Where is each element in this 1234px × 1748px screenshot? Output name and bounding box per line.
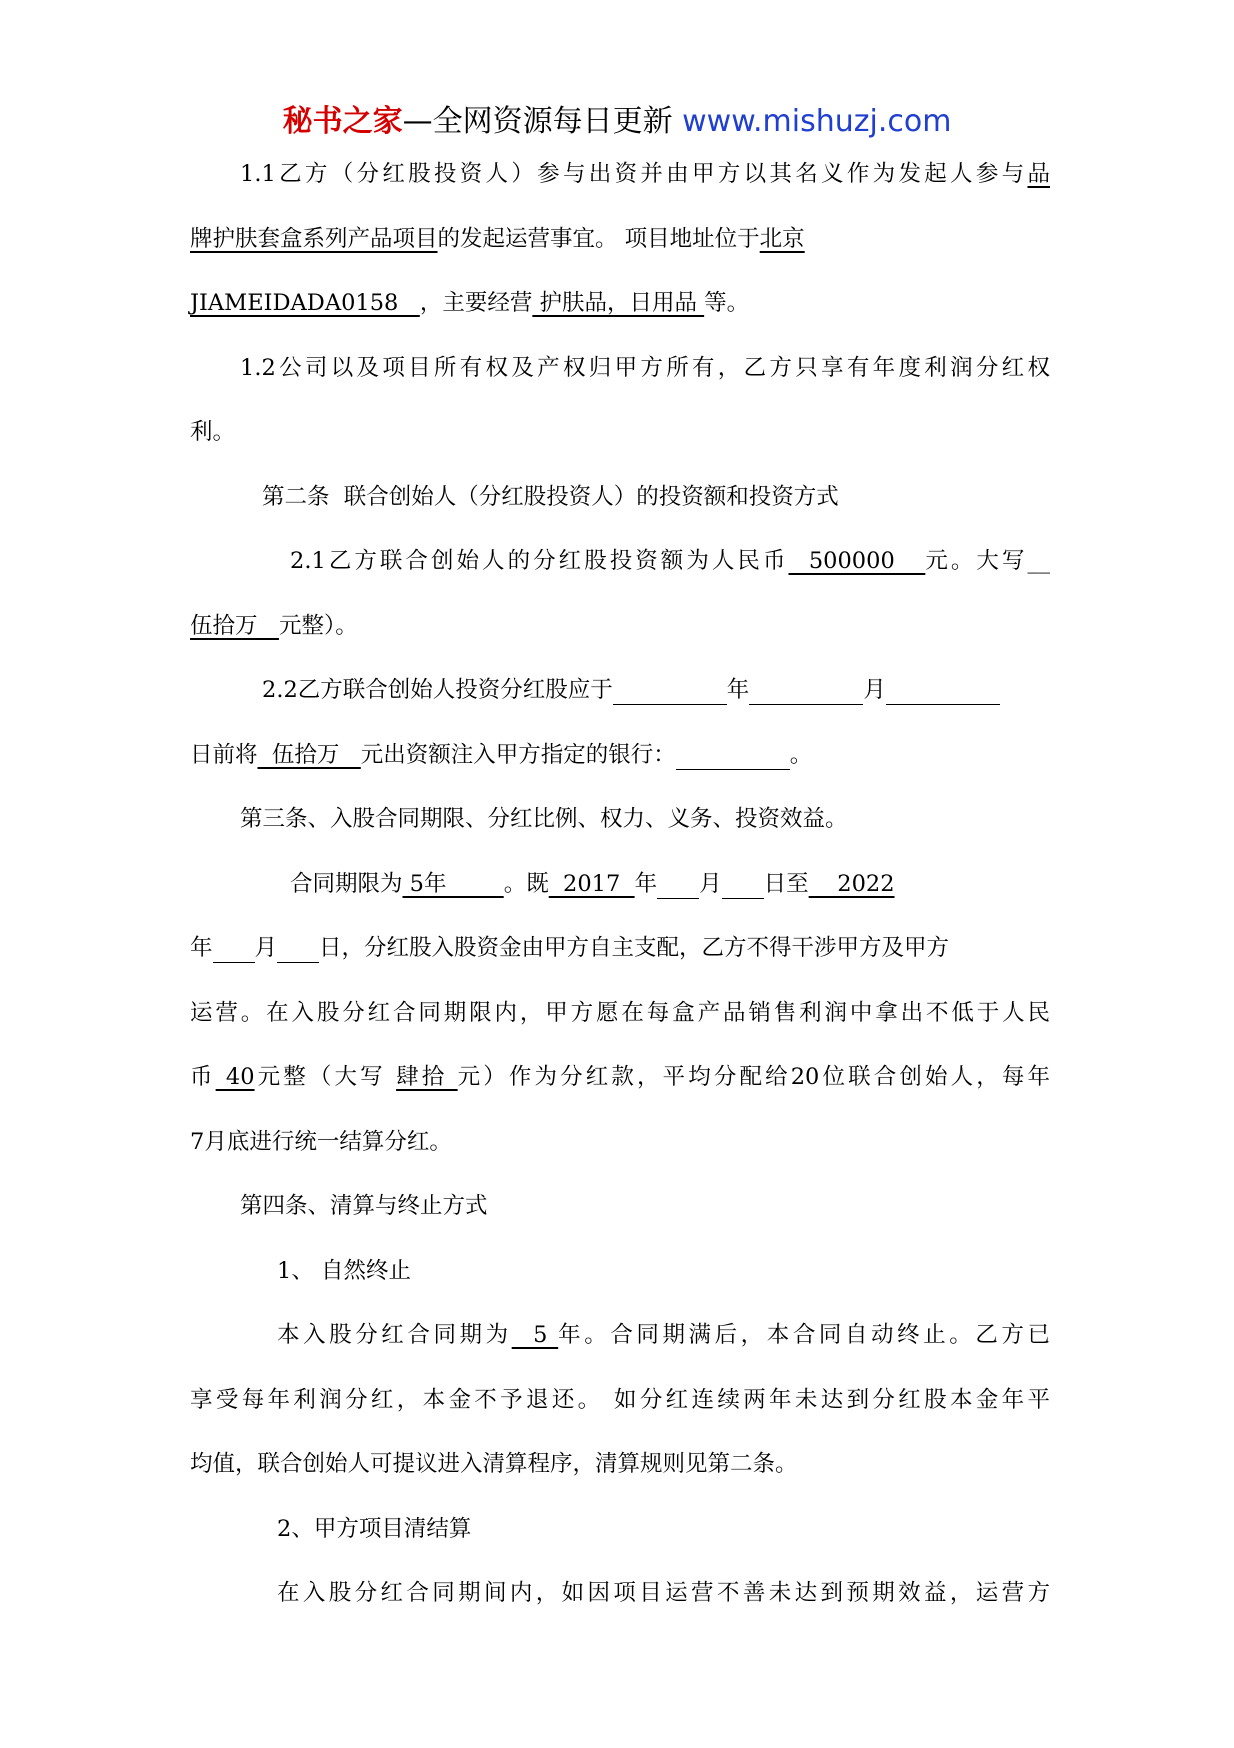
month-label: 月 bbox=[863, 677, 886, 703]
start-year: 2017 bbox=[548, 870, 635, 897]
clause-1-1-text-2: 的发起运营事宜。 项目地址位于 bbox=[437, 225, 760, 252]
clause-1-1-text-4: 等。 bbox=[704, 290, 750, 316]
clause-1-2-line-2: 利。 bbox=[190, 419, 236, 445]
clause-1-2-line-1: 1.2公司以及项目所有权及产权归甲方所有，乙方只享有年度利润分红权 bbox=[240, 354, 1050, 381]
term-text-4: 日，分红股入股资金由甲方自主支配，乙方不得干涉甲方及甲方 bbox=[319, 935, 950, 961]
item-1-line-2: 享受每年利润分红，本金不予退还。 如分红连续两年未达到分红股本金年平 bbox=[190, 1386, 1050, 1413]
contract-body bbox=[190, 142, 1050, 1626]
site-url-link[interactable]: www.mishuzj.com bbox=[682, 104, 952, 139]
term-line-4 bbox=[190, 1045, 1050, 1110]
article-4-title: 第四条、清算与终止方式 bbox=[240, 1193, 488, 1219]
currency-label: 币 bbox=[190, 1064, 216, 1090]
bank-account-blank bbox=[676, 739, 790, 770]
clause-1-1-line-3 bbox=[190, 271, 1050, 336]
site-header bbox=[0, 102, 1234, 142]
clause-1-1-line-1 bbox=[190, 142, 1050, 207]
item-1-text: 本入股分红合同期为 bbox=[277, 1322, 512, 1348]
year-label-2: 年 bbox=[634, 870, 658, 897]
start-day-blank bbox=[722, 868, 764, 899]
item-1-line-1 bbox=[190, 1303, 1050, 1368]
payment-year-blank bbox=[613, 674, 727, 705]
clause-2-2-line-2 bbox=[190, 723, 1050, 788]
term-text: 合同期限为 bbox=[290, 870, 403, 897]
end-day-blank bbox=[277, 932, 319, 963]
term-text-6: 元）作为分红款，平均分配给20位联合创始人，每年 bbox=[457, 1064, 1050, 1090]
month-label-2: 月 bbox=[699, 870, 722, 897]
article-3-title: 第三条、入股合同期限、分红比例、权力、义务、投资效益。 bbox=[240, 806, 848, 832]
header-slogan: —全网资源每日更新 bbox=[402, 104, 683, 139]
clause-2-1-line-1 bbox=[190, 529, 1050, 594]
term-text-2: 。既 bbox=[503, 870, 549, 897]
contract-years: 5 bbox=[511, 1322, 559, 1348]
item-1-line-3: 均值，联合创始人可提议进入清算程序，清算规则见第二条。 bbox=[190, 1451, 798, 1477]
end-year: 2022 bbox=[808, 870, 895, 897]
term-line-2 bbox=[190, 916, 1050, 981]
term-text-5: 元整（大写 bbox=[254, 1064, 397, 1090]
term-line-5: 7月底进行统一结算分红。 bbox=[190, 1128, 452, 1155]
payment-amount-words: 伍拾万 bbox=[257, 741, 361, 768]
year-label: 年 bbox=[726, 677, 750, 703]
end-month-blank bbox=[213, 932, 255, 963]
project-name-start: 品 bbox=[1027, 161, 1050, 187]
clause-2-1-text-3: 元整）。 bbox=[278, 612, 358, 639]
payment-day-blank bbox=[886, 674, 1000, 705]
clause-2-2-text-2: 日前将 bbox=[190, 741, 258, 768]
start-month-blank bbox=[657, 868, 699, 899]
clause-2-1-text-2: 元。大写 bbox=[925, 548, 1028, 574]
project-address: JIAMEIDADA0158 bbox=[190, 290, 420, 316]
amount-words-blank: __ bbox=[1027, 548, 1050, 574]
brand-name: 秘书之家 bbox=[282, 104, 403, 139]
year-label-3: 年 bbox=[190, 935, 213, 961]
clause-2-2-text-3: 元出资额注入甲方指定的银行： bbox=[360, 741, 676, 768]
clause-2-1-text: 2.1乙方联合创始人的分红股投资额为人民币 bbox=[290, 548, 789, 574]
dividend-amount: 40 bbox=[215, 1064, 255, 1090]
project-address-start: 北京 bbox=[759, 225, 805, 252]
clause-2-2-text: 2.2乙方联合创始人投资分红股应于 bbox=[262, 677, 613, 703]
project-name: 牌护肤套盒系列产品项目 bbox=[190, 225, 438, 252]
term-years: 5年 bbox=[402, 870, 504, 897]
clause-1-1-text: 1.1乙方（分红股投资人）参与出资并由甲方以其名义作为发起人参与 bbox=[240, 161, 1028, 187]
clause-1-1-line-2 bbox=[190, 207, 1050, 272]
article-2-title: 第二条 联合创始人（分红股投资人）的投资额和投资方式 bbox=[262, 483, 839, 510]
term-line-1 bbox=[190, 852, 1050, 917]
payment-month-blank bbox=[749, 674, 863, 705]
item-2-line-1: 在入股分红合同期间内，如因项目运营不善未达到预期效益，运营方 bbox=[277, 1580, 1050, 1606]
clause-2-2-line-1 bbox=[190, 658, 1050, 723]
term-line-3: 运营。在入股分红合同期限内，甲方愿在每盒产品销售利润中拿出不低于人民 bbox=[190, 999, 1050, 1026]
clause-2-2-end: 。 bbox=[789, 741, 813, 768]
business-scope: 护肤品，日用品 bbox=[532, 290, 705, 316]
investment-amount: 500000 bbox=[788, 548, 926, 574]
month-label-3: 月 bbox=[254, 935, 278, 961]
investment-amount-words: 伍拾万 bbox=[190, 612, 279, 639]
dividend-amount-words: 肆拾 bbox=[396, 1064, 458, 1090]
term-text-3: 日至 bbox=[763, 870, 809, 897]
item-1-title: 1、 自然终止 bbox=[277, 1257, 411, 1284]
item-2-title: 2、甲方项目清结算 bbox=[277, 1515, 472, 1542]
clause-1-1-text-3: ，主要经营 bbox=[419, 290, 533, 316]
clause-2-1-line-2 bbox=[190, 594, 1050, 659]
item-1-text-2: 年。合同期满后，本合同自动终止。乙方已 bbox=[558, 1322, 1050, 1348]
